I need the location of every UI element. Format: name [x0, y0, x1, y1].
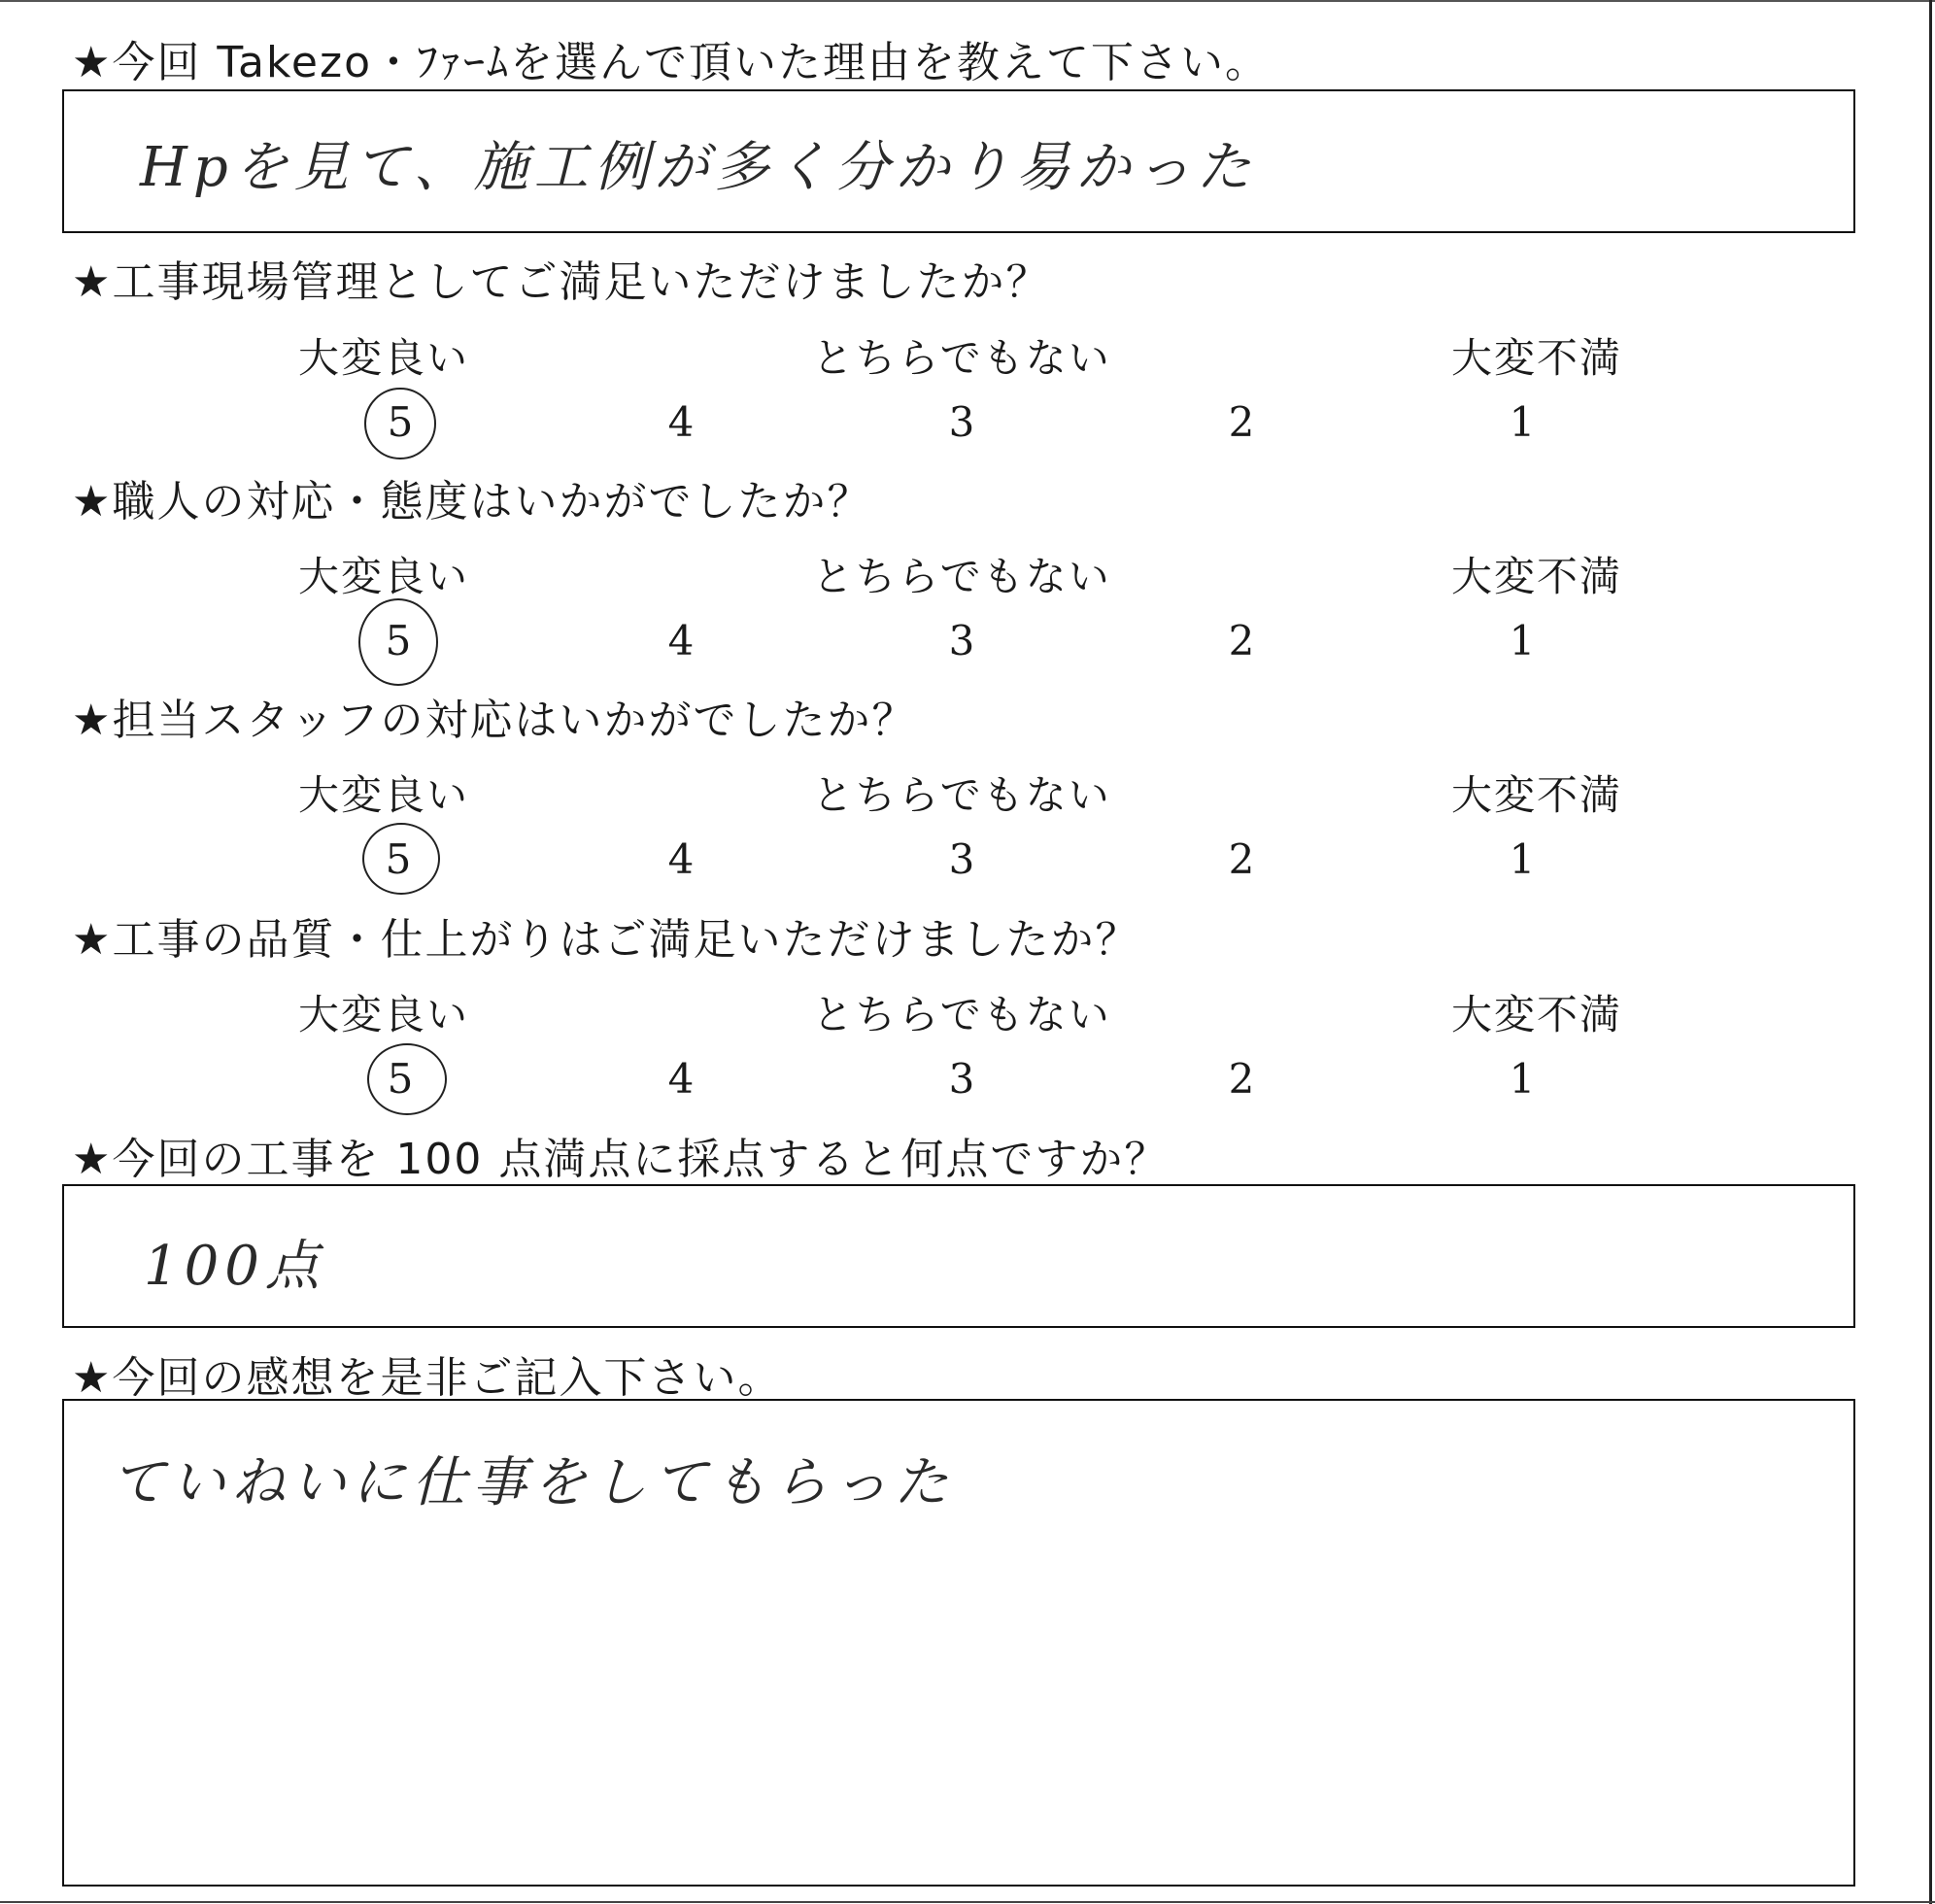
rating-option-5[interactable]: 5: [387, 1055, 414, 1103]
scale-label-worst: 大変不満: [1450, 771, 1623, 819]
rating-option-2[interactable]: 2: [1228, 835, 1255, 883]
scale-label-neutral: とちらでもない: [812, 771, 1111, 819]
answer-box-score[interactable]: [62, 1184, 1855, 1328]
question-impressions: ★今回の感想を是非ご記入下さい。: [72, 1353, 783, 1403]
rating-option-4[interactable]: 4: [667, 1055, 695, 1103]
rating-option-2[interactable]: 2: [1228, 617, 1255, 664]
rating-option-1[interactable]: 1: [1509, 835, 1536, 883]
scale-label-worst: 大変不満: [1450, 334, 1623, 382]
rating-option-4[interactable]: 4: [667, 617, 695, 664]
rating-option-3[interactable]: 3: [948, 398, 975, 446]
scale-label-best: 大変良い: [297, 334, 470, 382]
rating-option-3[interactable]: 3: [948, 835, 975, 883]
scale-label-worst: 大変不満: [1450, 991, 1623, 1038]
rating-option-3[interactable]: 3: [948, 1055, 975, 1103]
question-craftsmen: ★職人の対応・態度はいかがでしたか？: [72, 477, 872, 527]
rating-option-1[interactable]: 1: [1509, 617, 1536, 664]
rating-option-1[interactable]: 1: [1509, 398, 1536, 446]
scale-label-best: 大変良い: [297, 553, 470, 600]
rating-option-2[interactable]: 2: [1228, 1055, 1255, 1103]
rating-option-1[interactable]: 1: [1509, 1055, 1536, 1103]
question-score: ★今回の工事を 100 点満点に採点すると何点ですか？: [72, 1135, 1170, 1184]
page-edge-top: [0, 0, 1935, 2]
scale-label-neutral: とちらでもない: [812, 334, 1111, 382]
rating-option-5[interactable]: 5: [385, 835, 412, 883]
answer-box-reason[interactable]: [62, 89, 1855, 233]
question-staff: ★担当スタッフの対応はいかがでしたか？: [72, 696, 917, 745]
rating-option-3[interactable]: 3: [948, 617, 975, 664]
page-edge-bottom: [0, 1901, 1935, 1903]
rating-option-5[interactable]: 5: [385, 617, 412, 664]
rating-option-4[interactable]: 4: [667, 835, 695, 883]
scale-label-best: 大変良い: [297, 771, 470, 819]
answer-score-handwriting: 100点: [144, 1235, 325, 1298]
question-site-management: ★工事現場管理としてご満足いただけましたか？: [72, 257, 1051, 307]
scale-label-neutral: とちらでもない: [812, 991, 1111, 1038]
answer-reason-handwriting: Hpを見て、施工例が多く分かり易かった: [140, 136, 1257, 199]
rating-option-5[interactable]: 5: [387, 398, 414, 446]
question-reason: ★今回 Takezo・ﾌｧｰﾑを選んで頂いた理由を教えて下さい。: [72, 38, 1270, 87]
answer-impressions-handwriting: ていねいに仕事をしてもらった: [111, 1451, 954, 1514]
rating-option-2[interactable]: 2: [1228, 398, 1255, 446]
answer-box-impressions[interactable]: [62, 1399, 1855, 1887]
scale-label-worst: 大変不満: [1450, 553, 1623, 600]
question-quality: ★工事の品質・仕上がりはご満足いただけましたか？: [72, 915, 1140, 965]
scale-label-neutral: とちらでもない: [812, 553, 1111, 600]
page-edge-right: [1929, 0, 1932, 1904]
scale-label-best: 大変良い: [297, 991, 470, 1038]
rating-option-4[interactable]: 4: [667, 398, 695, 446]
